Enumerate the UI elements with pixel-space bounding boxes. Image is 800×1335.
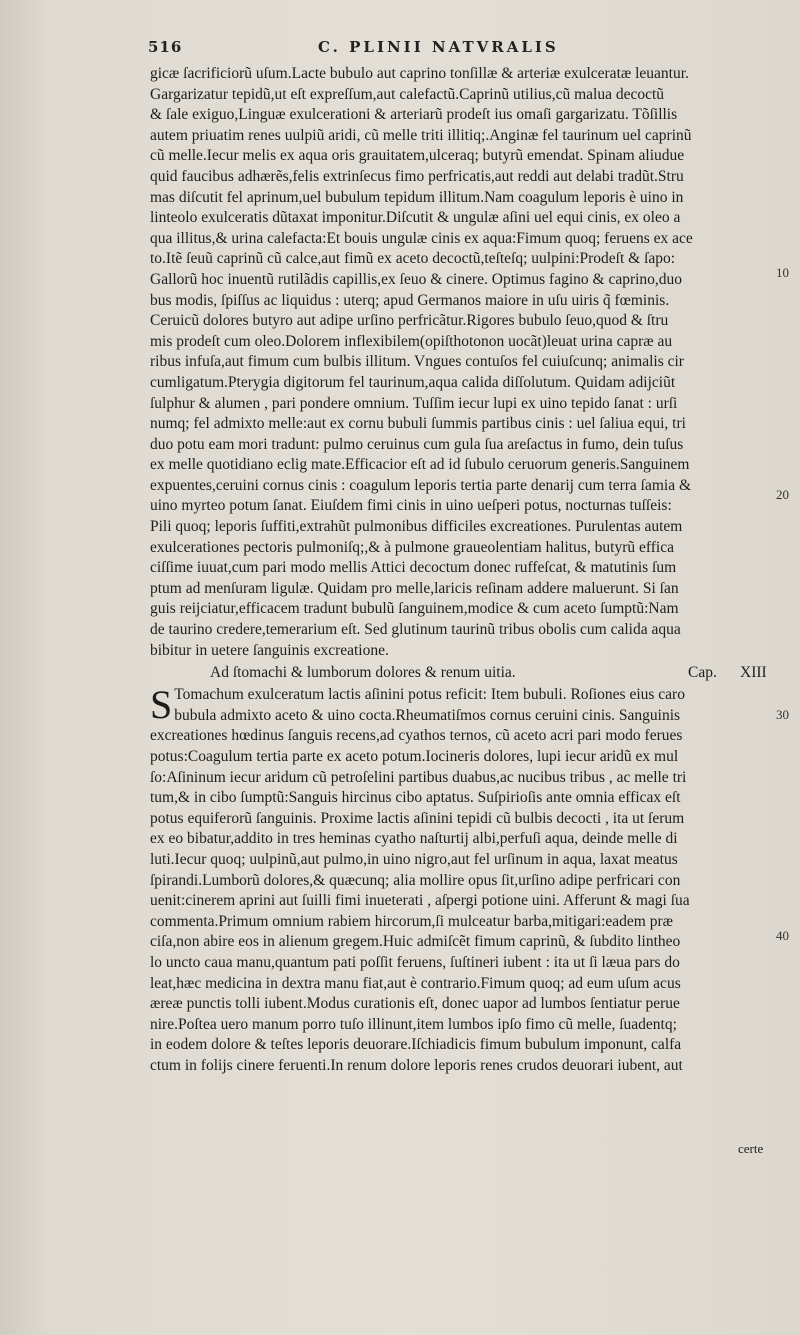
text-line: linteolo exulceratis dũtaxat imponitur.Diſcutit & ungulæ aſini uel equi cinis, ex oleo a xyxy=(150,209,681,227)
text-line: duo potu eam mori tradunt: pulmo ceruinus cum gula ſua areſactus in fumo, dein tuſus xyxy=(150,435,684,453)
text-line: uenit:cinerem aprini aut ſuilli fimi inueterati , aſpergi potione uini. Afferunt & magi ſua xyxy=(150,892,690,910)
margin-number: 30 xyxy=(776,707,789,722)
text-line: uino myrteo potum ſanat. Eiuſdem fimi cinis in uino ueſperi potus, nocturnas tuſſeis: xyxy=(150,497,672,515)
text-line: excreationes hœdinus ſanguis recens,ad cyathos ternos, cũ aceto acri pari modo ferues xyxy=(150,727,683,745)
text-line: ſo:Aſininum iecur aridum cũ petroſelini partibus duabus,ac nucibus tribus , ac melle tri xyxy=(150,768,687,786)
text-line: ex eo bibatur,addito in tres heminas cyatho naſturtij albi,perfuſi aqua, deinde melle di xyxy=(150,830,678,848)
text-line: lo uncto caua manu,quantum pati poſſit feruens, ſuſtineri iubent : ita ut ſi læua pars do xyxy=(150,953,680,971)
text-line: & ſale exiguo,Linguæ exulcerationi & arteriarũ prodeſt ius omaſi gargarizatu. Tõſillis xyxy=(150,106,678,124)
page-number: 516 xyxy=(148,38,183,56)
text-line: ciſa,non abire eos in alienum gregem.Huic admiſcẽt fimum caprinũ, & ſubdito lintheo xyxy=(150,933,681,951)
text-line: quid faucibus adhærẽs,felis extrinſecus fimo perfricatis,aut reddi aut delabi tradũt.Stru xyxy=(150,167,684,185)
text-line: Gallorũ hoc inuentũ rutilãdis capillis,ex ſeuo & cinere. Optimus fagino & caprino,duo xyxy=(150,270,683,288)
text-line: æreæ punctis tolli iubent.Modus curationis eſt, donec uapor ad lumbos ſentiatur perue xyxy=(150,995,680,1013)
text-line: de taurino credere,temerarium eſt. Sed glutinum taurinũ tribus obolis cum calida aqua xyxy=(150,621,681,639)
text-line: Gargarizatur tepidũ,ut eſt expreſſum,aut calefactũ.Caprinũ utilius,cũ malua decoctũ xyxy=(150,85,665,103)
text-line: potus:Coagulum tertia parte ex aceto potum.Iocineris dolores, lupi iecur aridũ ex mul xyxy=(150,748,679,765)
text-line: guis reijciatur,efficacem tradunt bubulũ ſanguinem,modice & cum aceto ſumptũ:Nam xyxy=(150,600,679,618)
chapter-number: XIII xyxy=(740,664,767,682)
chapter-title: Ad ſtomachi & lumborum dolores & renum uitia. xyxy=(210,664,516,682)
text-line: bus modis, ſpiſſus ac liquidus : uterq; apud Germanos maiore in uſu uiris q̃ fœminis. xyxy=(150,291,670,309)
text-line: ctum in folijs cinere feruenti.In renum dolore leporis renes crudos deuorari iubent, aut xyxy=(150,1056,683,1074)
text-line: commenta.Primum omnium rabiem hircorum,ſi mulceatur barba,mitigari:eadem præ xyxy=(150,912,673,930)
chapter-label: Cap. xyxy=(688,664,717,682)
text-line: bibitur in uetere ſanguinis excreatione. xyxy=(150,641,389,659)
text-line: exulcerationes pectoris pulmoniſq;,& à pulmone graueolentiam halitus, butyrũ effica xyxy=(150,538,674,556)
text-line: Pili quoq; leporis ſuffiti,extrahũt pulmonibus difficiles excreationes. Purulentas autem xyxy=(150,518,683,536)
text-line: ciſſime iuuat,cum pari modo mellis Attici decoctum donec ruffeſcat, & matutinis ſum xyxy=(150,559,677,577)
text-line: tum,& in cibo ſumptũ:Sanguis hircinus cibo aptatus. Suſpirioſis ante omnia efficax eſt xyxy=(150,789,681,807)
text-line: in eodem dolore & teſtes leporis deuorare.Iſchiadicis fimum bubulum imponunt, calfa xyxy=(150,1036,682,1054)
running-title: C. PLINII NATVRALIS xyxy=(318,38,559,56)
margin-number: 20 xyxy=(776,487,789,502)
margin-number: 10 xyxy=(776,265,789,280)
body-text xyxy=(150,64,772,1077)
text-line: gicæ ſacrificiorũ uſum.Lacte bubulo aut caprino tonſillæ & arteriæ exulceratæ leuantur. xyxy=(150,65,689,82)
chapter-heading xyxy=(150,663,772,685)
text-line: ex melle quotidiano eclig mate.Efficacior eſt ad id ſubulo ceruorum generis.Sanguinem xyxy=(150,456,690,474)
page-header xyxy=(148,38,668,62)
text-line: ſulphur & alumen , pari pondere omnium. Tuſſim iecur lupi ex uino tepido ſanat : urſi xyxy=(150,394,678,412)
margin-number: 40 xyxy=(776,928,789,943)
text-line: numq; fel admixto melle:aut ex cornu bubuli ſummis partibus cinis : uel ſaliua equi, tri xyxy=(150,415,686,433)
drop-cap: S xyxy=(150,682,173,728)
text-line: Ceruicũ dolores butyro aut adipe urſino perfricãtur.Rigores bubulo ſeuo,quod & ſtru xyxy=(150,312,669,330)
text-line: ribus infuſa,aut fimum cum bulbis illitum. Vngues contuſos fel cuiuſcunq; animalis cir xyxy=(150,353,684,371)
text-line: potus equiferorũ ſanguinis. Proxime lactis aſinini tepidi cũ bulbis decocti , ita ut ſerum xyxy=(150,809,685,827)
text-line: qua illitus,& urina calefacta:Et bouis ungulæ cinis ex aqua:Fimum quoq; feruens ex ace xyxy=(150,229,693,247)
text-line: Tomachum exulceratum lactis aſinini potus reficit: Item bubuli. Roſiones eius caro xyxy=(174,686,685,704)
text-line: to.Itẽ ſeuũ caprinũ cũ calce,aut fimũ ex aceto decoctũ,teſteſq; uulpini:Prodeſt & ſapo: xyxy=(150,250,676,268)
text-line: mis prodeſt cum oleo.Dolorem inflexibilem(opiſthotonon uocãt)leuat urina capræ au xyxy=(150,332,673,350)
text-line: luti.Iecur quoq; uulpinũ,aut pulmo,in uino nigro,aut fel urſinum in aqua, laxat meatus xyxy=(150,850,678,868)
text-line: ptum ad menſuram ligulæ. Quidam pro melle,laricis reſinam addere maluerunt. Si ſan xyxy=(150,579,679,597)
catchword: certe xyxy=(738,1141,764,1156)
text-line: leat,hæc medicina in dextra manu fiat,aut è contrario.Fimum quoq; ad eum uſum acus xyxy=(150,974,681,992)
text-line: bubula admixto aceto & uino cocta.Rheumatiſmos cornus ceruini cinis. Sanguinis xyxy=(174,706,681,724)
text-line: expuentes,ceruini cornus cinis : coagulum leporis tertia parte denarij cum terra ſamia & xyxy=(150,476,692,494)
text-line: cũ melle.Iecur melis ex aqua oris grauitatem,ulceraq; butyrũ emendat. Spinam aliudue xyxy=(150,147,685,165)
text-line: mas diſcutit fel aprinum,uel bubulum tepidum illitum.Nam coagulum leporis è uino in xyxy=(150,188,684,206)
text-line: cumligatum.Pterygia digitorum fel taurinum,aqua calida diſſolutum. Quidam adijciũt xyxy=(150,373,676,391)
text-line: nire.Poſtea uero manum porro tuſo illinunt,item lumbos ipſo fimo cũ melle, ſuadentq; xyxy=(150,1015,677,1033)
text-line: autem priuatim renes uulpiũ aridi, cũ melle triti illitiq;.Anginæ fel taurinum uel caprinũ xyxy=(150,126,692,144)
text-line: ſpirandi.Lumborũ dolores,& quæcunq; alia mollire opus ſit,urſino adipe perfricari con xyxy=(150,871,681,889)
